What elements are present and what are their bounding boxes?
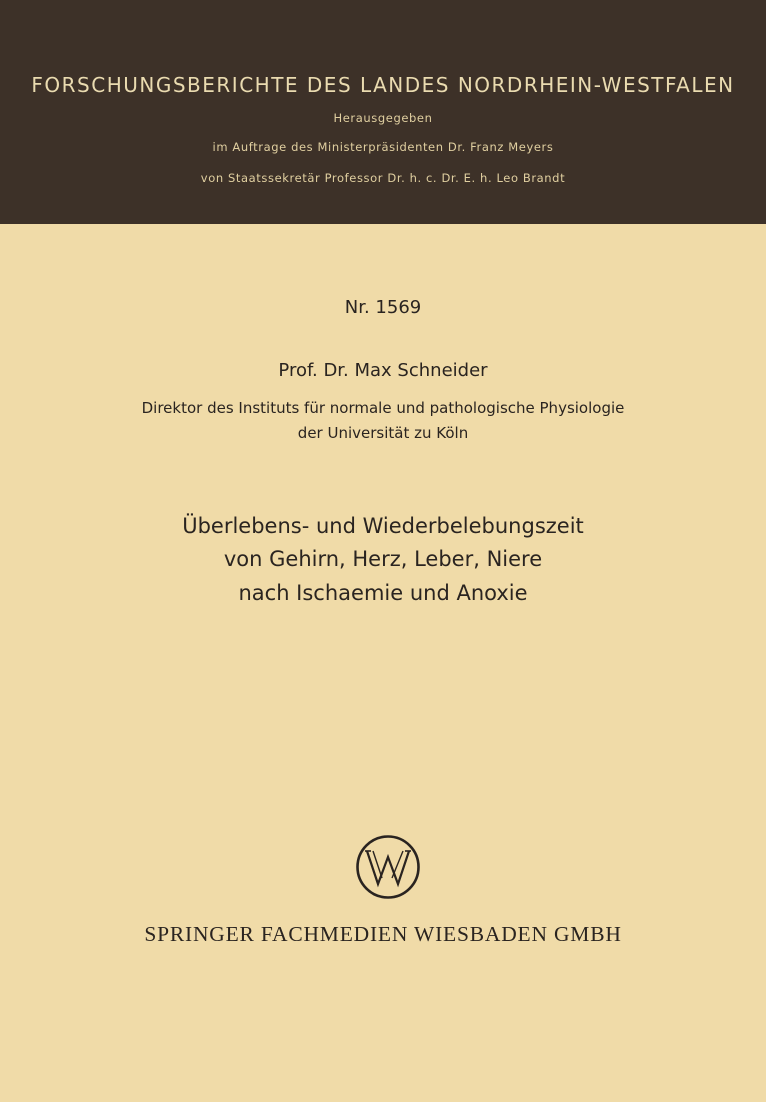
author-affiliation-line-2: der Universität zu Köln xyxy=(297,424,469,442)
editor-line-3: von Staatssekretär Professor Dr. h. c. Dr. E. h. Leo Brandt xyxy=(200,171,566,185)
ww-publisher-logo-icon xyxy=(355,834,421,900)
series-header-band xyxy=(0,0,766,224)
book-title-line-1: Überlebens- und Wiederbelebungszeit xyxy=(182,514,584,538)
series-title: FORSCHUNGSBERICHTE DES LANDES NORDRHEIN-WESTFALEN xyxy=(31,73,735,97)
book-title-line-2: von Gehirn, Herz, Leber, Niere xyxy=(223,547,543,571)
book-title-line-3: nach Ischaemie und Anoxie xyxy=(238,581,528,605)
volume-number: Nr. 1569 xyxy=(344,297,422,318)
editor-line-1: Herausgegeben xyxy=(333,111,433,125)
publisher-name: SPRINGER FACHMEDIEN WIESBADEN GMBH xyxy=(144,922,622,946)
author-name: Prof. Dr. Max Schneider xyxy=(278,360,488,381)
author-affiliation-line-1: Direktor des Instituts für normale und pathologische Physiologie xyxy=(141,399,625,417)
editor-line-2: im Auftrage des Ministerpräsidenten Dr. Franz Meyers xyxy=(212,140,554,154)
